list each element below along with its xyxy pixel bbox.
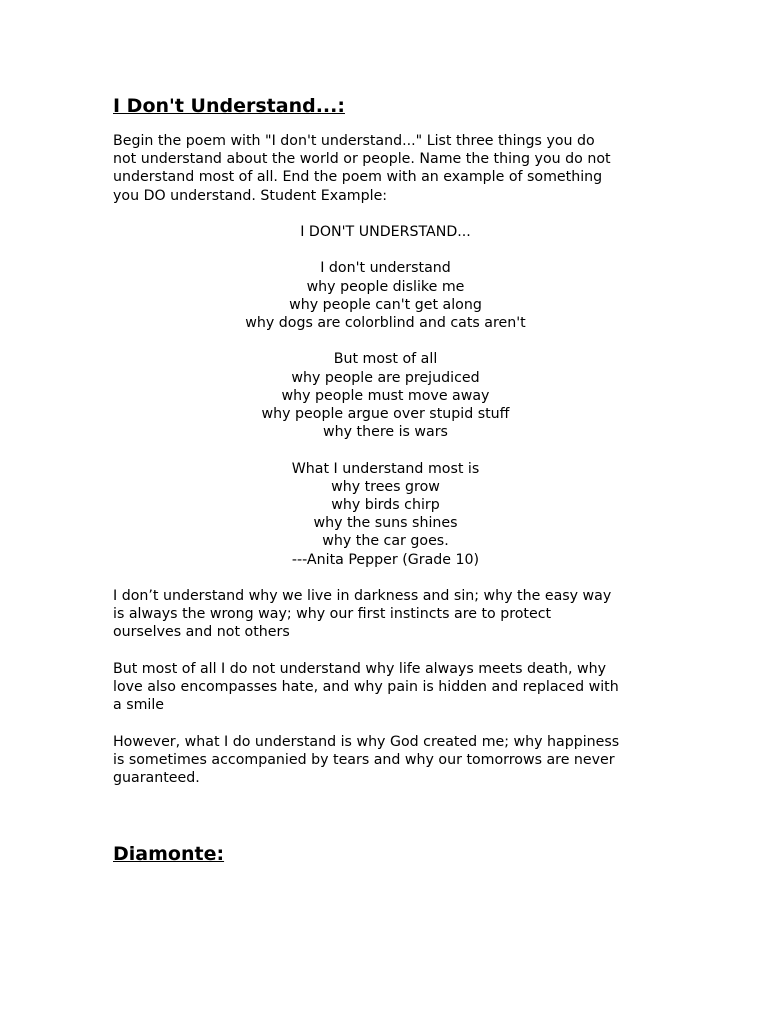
poem-line: What I understand most is xyxy=(291,460,480,477)
instructions-paragraph xyxy=(113,132,658,205)
spacer xyxy=(113,119,658,132)
instructions-line: not understand about the world or people. Name the thing you do not xyxy=(113,151,611,168)
student-example-poem xyxy=(113,223,658,569)
poem-line: why dogs are colorblind and cats aren't xyxy=(245,315,526,331)
poem-line: why people can't get along xyxy=(289,296,482,313)
spacer xyxy=(113,441,658,459)
instructions-line: you DO understand. Student Example: xyxy=(113,187,388,204)
section-heading-diamonte: Diamonte: xyxy=(113,843,225,866)
instructions-line: understand most of all. End the poem with an example of something xyxy=(113,169,603,186)
response-line: a smile xyxy=(113,697,165,714)
response-line: is sometimes accompanied by tears and why our tomorrows are never xyxy=(113,751,615,768)
spacer xyxy=(113,787,658,841)
instructions-line: Begin the poem with "I don't understand..." List three things you do xyxy=(113,133,595,149)
response-line: I don’t understand why we live in darkness and sin; why the easy way xyxy=(113,588,612,604)
poem-line: why the suns shines xyxy=(313,515,458,532)
spacer xyxy=(113,714,658,732)
response-line: is always the wrong way; why our first instincts are to protect xyxy=(113,606,552,623)
poem-title: I DON'T UNDERSTAND... xyxy=(300,224,471,240)
response-paragraph-3 xyxy=(113,733,658,788)
poem-line: why birds chirp xyxy=(331,497,440,513)
response-paragraph-2 xyxy=(113,660,658,715)
response-line: But most of all I do not understand why life always meets death, why xyxy=(113,660,606,677)
response-line: ourselves and not others xyxy=(113,624,290,641)
poem-line: why there is wars xyxy=(323,424,448,441)
response-line: love also encompasses hate, and why pain is hidden and replaced with xyxy=(113,679,619,695)
poem-line: why people dislike me xyxy=(306,278,465,295)
spacer xyxy=(113,241,658,259)
spacer xyxy=(113,569,658,587)
response-line: However, what I do understand is why God created me; why happiness xyxy=(113,733,620,750)
document-page xyxy=(113,93,658,867)
spacer xyxy=(113,332,658,350)
poem-attribution: ---Anita Pepper (Grade 10) xyxy=(291,551,480,568)
spacer xyxy=(113,205,658,223)
spacer xyxy=(113,642,658,660)
section-heading-i-dont-understand: I Don't Understand...: xyxy=(113,95,345,117)
response-paragraph-1 xyxy=(113,587,658,642)
response-line: guaranteed. xyxy=(113,770,200,786)
poem-line: why people argue over stupid stuff xyxy=(261,406,510,422)
poem-line: I don't understand xyxy=(320,260,451,277)
poem-line: why the car goes. xyxy=(322,533,449,550)
poem-line: why people must move away xyxy=(281,387,490,404)
poem-line: why trees grow xyxy=(331,478,440,495)
poem-line: But most of all xyxy=(333,351,438,368)
poem-line: why people are prejudiced xyxy=(291,369,480,386)
